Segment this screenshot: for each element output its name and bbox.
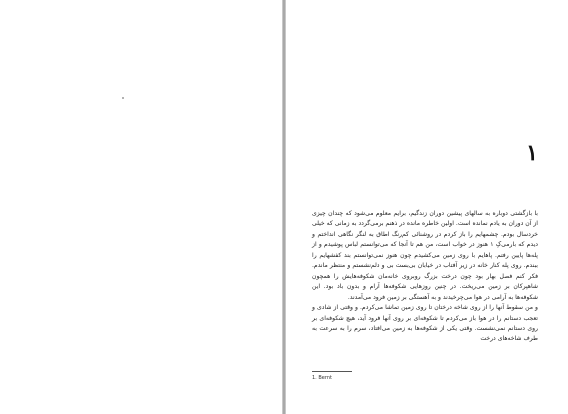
footnote: 1. Bernt [312,375,332,381]
paragraph: با بازگشتی دوباره به سالهای پیشین دوران زندگیم، برایم معلوم می‌شود که چندان چیزی از آن دوران به یادم نمانده است. اولین خاطره مانده در ذهنم برمی‌گردد به زمانی که خیلی خردسال بودم. چشمهایم را باز کردم در روشنائی کم‌رنگ اطاق به لنگر نگاهی انداختم و دیدم که بارمی‌‌‌‌کِ ۱ هنوز در خواب است، من هم تا آنجا که می‌توانستم لباس پوشیدم و از پله‌ها پایین رفتم. پاهایم با روی زمین می‌کشیدم چون هنوز نمی‌توانستم بند کفشهایم را ببندم. روی پله کنار خانه در زیر آفتاب در خیابان بی‌بست بی و دلم‌نشستم و منتظر ماندم. فکر کنم فصل بهار بود چون درخت بزرگ روبروی خانه‌مان شکوفه‌هایش را همچون شاهپرکان بر زمین می‌ریخت. در چنین روزهایی شکوفه‌ها آرام و بدون باد بود. این شکوفه‌ها به آرامی در هوا می‌چرخیدند و به آهستگی بر زمین فرود می‌آمدند. [312,210,539,301]
page-speck [122,97,124,99]
footnote-divider [312,371,352,372]
left-page [0,0,283,414]
paragraph: و من سقوط آنها را از روی شاخه درختان تا روی زمین تماشا می‌کردم. و وقتی از شادی و تعجب دستانم را در هوا باز می‌کردم تا شکوفه‌ای بر روی آنها فرود آید، هیچ شکوفه‌ای بر روی دستانم نمی‌نشست. وقتی یکی از شکوفه‌ها به زمین می‌افتاد، سرم را به سرعت به طرف شاخه‌های درخت [312,304,538,343]
right-page [285,0,568,414]
chapter-number: ۱ [526,140,538,166]
chapter-body [312,209,538,345]
